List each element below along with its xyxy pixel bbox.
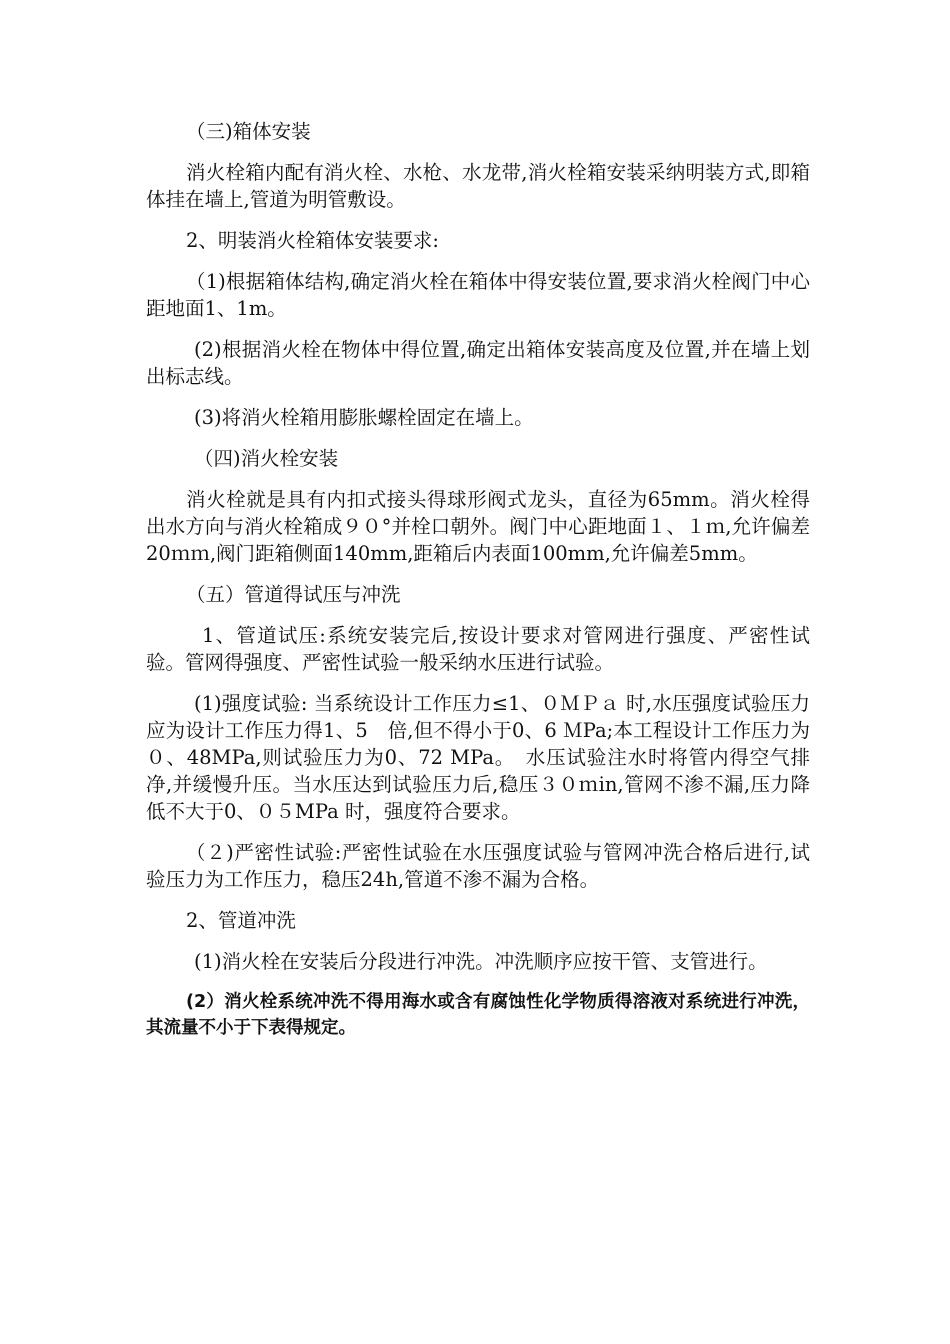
paragraph-requirement-1: （1)根据箱体结构,确定消火栓在箱体中得安装位置,要求消火栓阀门中心距地面1、1m。 (146, 270, 810, 320)
paragraph-hydrant-spec: 消火栓就是具有内扣式接头得球形阀式龙头，直径为65mm。消火栓得出水方向与消火栓箱成９０°并栓口朝外。阀门中心距地面１、１ｍ,允许偏差20ｍｍ,阀门距箱侧面140mm,距箱后内表面100mm,允许偏差5mm。 (146, 488, 810, 565)
subheading-box-requirements: 2、明装消火栓箱体安装要求: (186, 229, 439, 252)
paragraph-pipe-pressure-test: 1、管道试压:系统安装完后,按设计要求对管网进行强度、严密性试验。管网得强度、严密性试验一般采纳水压进行试验。 (146, 624, 810, 674)
section-heading-pressure-flush: （五）管道得试压与冲洗 (186, 583, 401, 606)
subheading-pipe-flushing: 2、管道冲洗 (186, 909, 296, 932)
paragraph-flush-order: (1)消火栓在安装后分段进行冲洗。冲洗顺序应按干管、支管进行。 (194, 950, 768, 973)
paragraph-tightness-test: （２)严密性试验:严密性试验在水压强度试验与管网冲洗合格后进行,试验压力为工作压力，稳压24h,管道不渗不漏为合格。 (146, 841, 810, 891)
section-heading-hydrant-installation: （四)消火栓安装 (194, 447, 339, 470)
paragraph-requirement-2: (2)根据消火栓在物体中得位置,确定出箱体安装高度及位置,并在墙上划出标志线。 (146, 338, 810, 388)
section-heading-box-installation: （三)箱体安装 (186, 120, 311, 143)
paragraph-strength-test: (1)强度试验: 当系统设计工作压力≤1、０ＭＰａ 时,水压强度试验压力应为设计工作压力得1、5 倍,但不得小于0、6 ＭPa;本工程设计工作压力为０、48MPa,则试验压力为0、72 MPa。 水压试验注水时将管内得空气排净,并缓慢升压。当水压达到试验压力后,稳压３０ｍin,管网不渗不漏,压力降低不大于0、０５MPa 时，强度符合要求。 (146, 692, 810, 823)
paragraph-flush-rules: (2）消火栓系统冲洗不得用海水或含有腐蚀性化学物质得溶液对系统进行冲洗，其流量不小于下表得规定。 (146, 992, 810, 1038)
document-page (146, 118, 810, 1055)
paragraph-cabinet-contents: 消火栓箱内配有消火栓、水枪、水龙带,消火栓箱安装采纳明装方式,即箱体挂在墙上,管道为明管敷设。 (146, 161, 810, 211)
paragraph-requirement-3: (3)将消火栓箱用膨胀螺栓固定在墙上。 (194, 406, 534, 429)
